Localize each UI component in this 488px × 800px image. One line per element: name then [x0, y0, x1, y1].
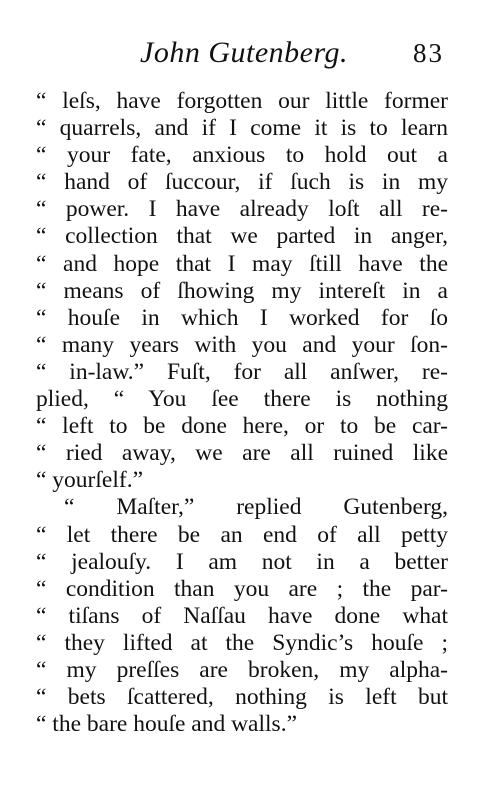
text-line: “ in-law.” Fuſt, for all anſwer, re- [36, 358, 448, 385]
running-head [0, 36, 488, 76]
text-line: “ yourſelf.” [36, 467, 144, 494]
text-line: “ left to be done here, or to be car- [36, 413, 448, 440]
text-line: “ quarrels, and if I come it is to learn [36, 115, 448, 142]
text-line: “ power. I have already loſt all re- [36, 196, 448, 223]
text-line: “ jealouſy. I am not in a better [36, 548, 448, 575]
paragraph-first-line: “ Maſter,” replied Gutenberg, [64, 494, 448, 521]
text-line: “ condition than you are ; the par- [36, 575, 448, 602]
text-line: “ your fate, anxious to hold out a [36, 142, 448, 169]
text-line: “ leſs, have forgotten our little former [36, 88, 448, 114]
text-line: “ the bare houſe and walls.” [36, 711, 298, 738]
text-line: “ many years with you and your ſon- [36, 331, 448, 358]
text-line: “ let there be an end of all petty [36, 521, 448, 548]
text-line: “ they lifted at the Syndic’s houſe ; [36, 629, 448, 656]
text-line: “ bets ſcattered, nothing is left but [36, 684, 448, 711]
running-title: John Gutenberg. [140, 36, 349, 69]
page-number: 83 [413, 38, 444, 68]
text-line: “ and hope that I may ſtill have the [36, 250, 448, 277]
text-line: “ tiſans of Naſſau have done what [36, 602, 448, 629]
text-line: “ means of ſhowing my intereſt in a [36, 277, 448, 304]
body-text [36, 88, 448, 738]
text-line: “ ried away, we are all ruined like [36, 440, 448, 467]
text-line: “ my preſſes are broken, my alpha- [36, 656, 448, 683]
text-line: “ houſe in which I worked for ſo [36, 304, 448, 331]
text-line: “ collection that we parted in anger, [36, 223, 448, 250]
text-line: plied, “ You ſee there is nothing [36, 386, 448, 413]
text-line: “ hand of ſuccour, if ſuch is in my [36, 169, 448, 196]
